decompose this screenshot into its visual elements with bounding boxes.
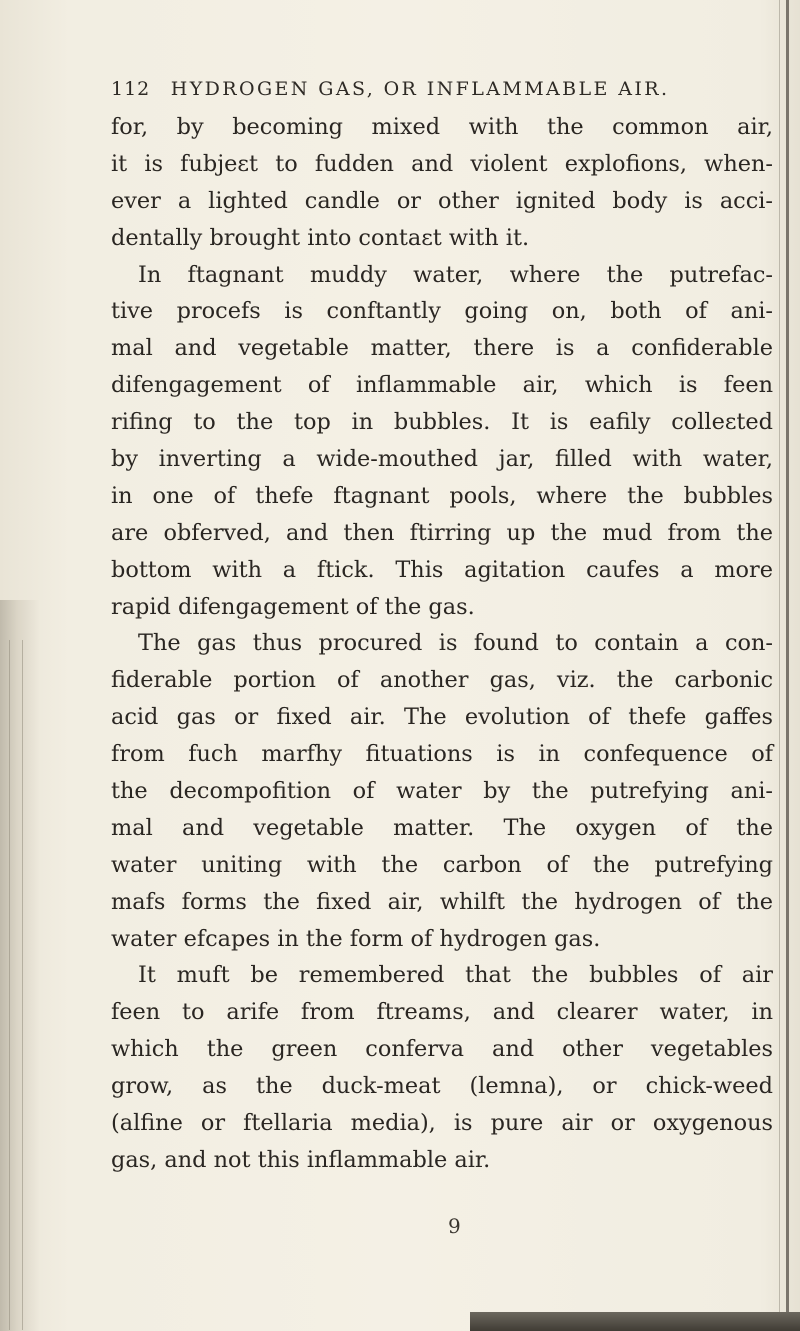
text-line: mal and vegetable matter, there is a confiderable [111, 335, 773, 362]
text-line: bottom with a ftick. This agitation caufes a more [111, 556, 773, 583]
text-line: in one of thefe ftagnant pools, where the bubbles [111, 482, 773, 509]
page-edge [786, 0, 789, 1331]
text-line: from fuch marfhy fituations is in confequence of [111, 741, 773, 768]
gutter-fold-line [22, 640, 23, 1330]
text-line: for, by becoming mixed with the common air, [111, 114, 773, 140]
body-text [111, 109, 773, 1179]
text-line: tive procefs is conftantly going on, both of ani- [111, 298, 773, 325]
text-line: grow, as the duck-meat (lemna), or chick-weed [111, 1073, 773, 1100]
text-line: It muft be remembered that the bubbles of air [138, 962, 773, 989]
book-gutter [0, 600, 40, 1331]
text-line: it is fubjeɛt to fudden and violent explofions, when- [111, 150, 773, 177]
page-number: 112 [111, 78, 151, 100]
text-line: mafs forms the fixed air, whilft the hydrogen of the [111, 888, 773, 915]
gutter-fold-line [9, 640, 10, 1330]
text-line: are obferved, and then ftirring up the mud from the [111, 519, 773, 546]
text-line: which the green conferva and other vegetables [111, 1036, 773, 1063]
text-line: fiderable portion of another gas, viz. the carbonic [111, 667, 773, 694]
text-line: The gas thus procured is found to contain a con- [138, 630, 773, 657]
running-title: HYDROGEN GAS, OR INFLAMMABLE AIR. [170, 78, 670, 100]
text-line: gas, and not this inflammable air. [111, 1146, 491, 1173]
text-line: water uniting with the carbon of the putrefying [111, 851, 773, 878]
text-line: ever a lighted candle or other ignited body is acci- [111, 187, 773, 214]
text-line: by inverting a wide-mouthed jar, filled with water, [111, 446, 773, 473]
text-line: rapid difengagement of the gas. [111, 593, 475, 620]
text-line: rifing to the top in bubbles. It is eafily colleɛted [111, 409, 773, 436]
text-line: water efcapes in the form of hydrogen gas. [111, 925, 601, 952]
text-line: dentally brought into contaɛt with it. [111, 224, 530, 251]
text-line: mal and vegetable matter. The oxygen of the [111, 814, 773, 841]
text-line: (alfine or ftellaria media), is pure air or oxygenous [111, 1110, 773, 1137]
text-line: the decompofition of water by the putrefying ani- [111, 778, 773, 805]
page-edge-shadow [779, 0, 780, 1331]
signature-mark: 9 [448, 1214, 461, 1238]
scan-border [470, 1312, 800, 1331]
text-line: difengagement of inflammable air, which is feen [111, 372, 773, 399]
text-line: In ftagnant muddy water, where the putrefac- [138, 261, 773, 288]
text-line: acid gas or fixed air. The evolution of thefe gaffes [111, 704, 773, 731]
text-line: feen to arife from ftreams, and clearer water, in [111, 999, 773, 1026]
